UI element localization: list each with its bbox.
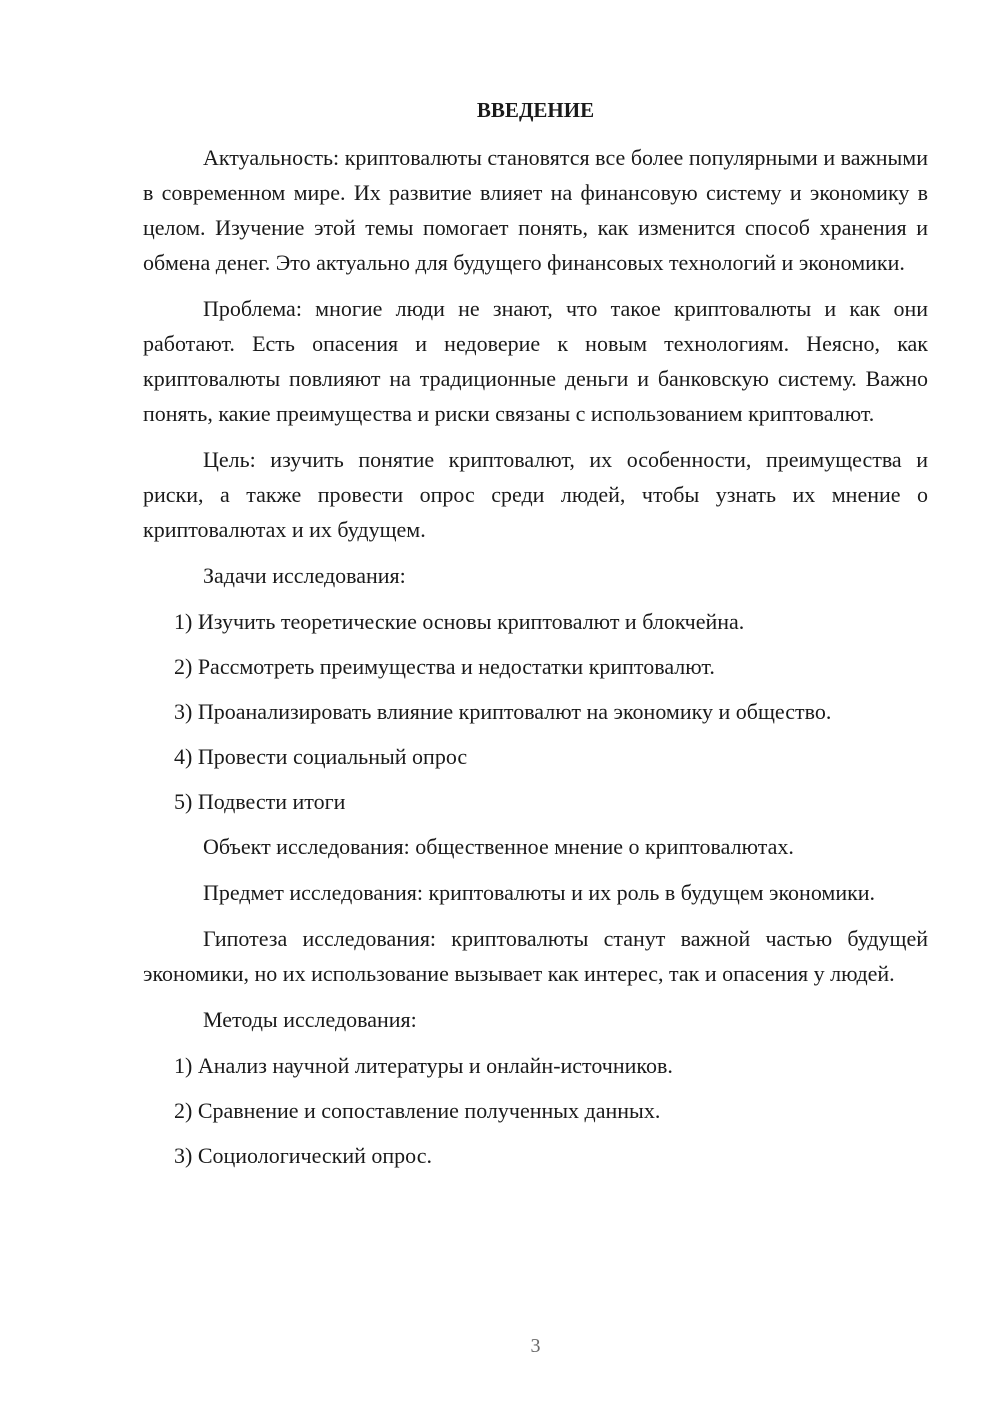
document-body [143,140,928,1183]
list-item: 2) Сравнение и сопоставление полученных данных. [174,1098,661,1123]
list-item: 1) Анализ научной литературы и онлайн-источников. [174,1053,673,1078]
page-number: 3 [530,1335,541,1357]
subject-paragraph: Предмет исследования: криптовалюты и их роль в будущем экономики. [203,880,876,905]
relevance-paragraph: Актуальность: криптовалюты становятся все более популярными и важными в современном мире. Их развитие влияет на финансовую систему и экономику в целом. Изучение этой темы помогает понять, как изменится способ хранения и обмена денег. Это актуально для будущего финансовых технологий и экономики. [143,145,928,275]
tasks-heading: Задачи исследования: [203,563,406,588]
problem-paragraph: Проблема: многие люди не знают, что такое криптовалюты и как они работают. Есть опасения и недоверие к новым технологиям. Неясно, как криптовалюты повлияют на традиционные деньги и банковскую систему. Важно понять, какие преимущества и риски связаны с использованием криптовалют. [143,296,928,426]
list-item: 5) Подвести итоги [174,789,346,814]
list-item: 3) Проанализировать влияние криптовалют на экономику и общество. [174,699,832,724]
list-item: 1) Изучить теоретические основы криптовалют и блокчейна. [174,609,745,634]
methods-list [143,1048,928,1173]
hypothesis-paragraph: Гипотеза исследования: криптовалюты станут важной частью будущей экономики, но их использование вызывает как интерес, так и опасения у людей. [143,926,928,986]
list-item: 3) Социологический опрос. [174,1143,432,1168]
object-paragraph: Объект исследования: общественное мнение о криптовалютах. [203,834,794,859]
methods-heading: Методы исследования: [203,1007,417,1032]
goal-paragraph: Цель: изучить понятие криптовалют, их особенности, преимущества и риски, а также провести опрос среди людей, чтобы узнать их мнение о криптовалютах и их будущем. [143,447,928,542]
list-item: 4) Провести социальный опрос [174,744,468,769]
list-item: 2) Рассмотреть преимущества и недостатки криптовалют. [174,654,715,679]
tasks-list [143,604,928,819]
section-title: ВВЕДЕНИЕ [476,98,595,122]
